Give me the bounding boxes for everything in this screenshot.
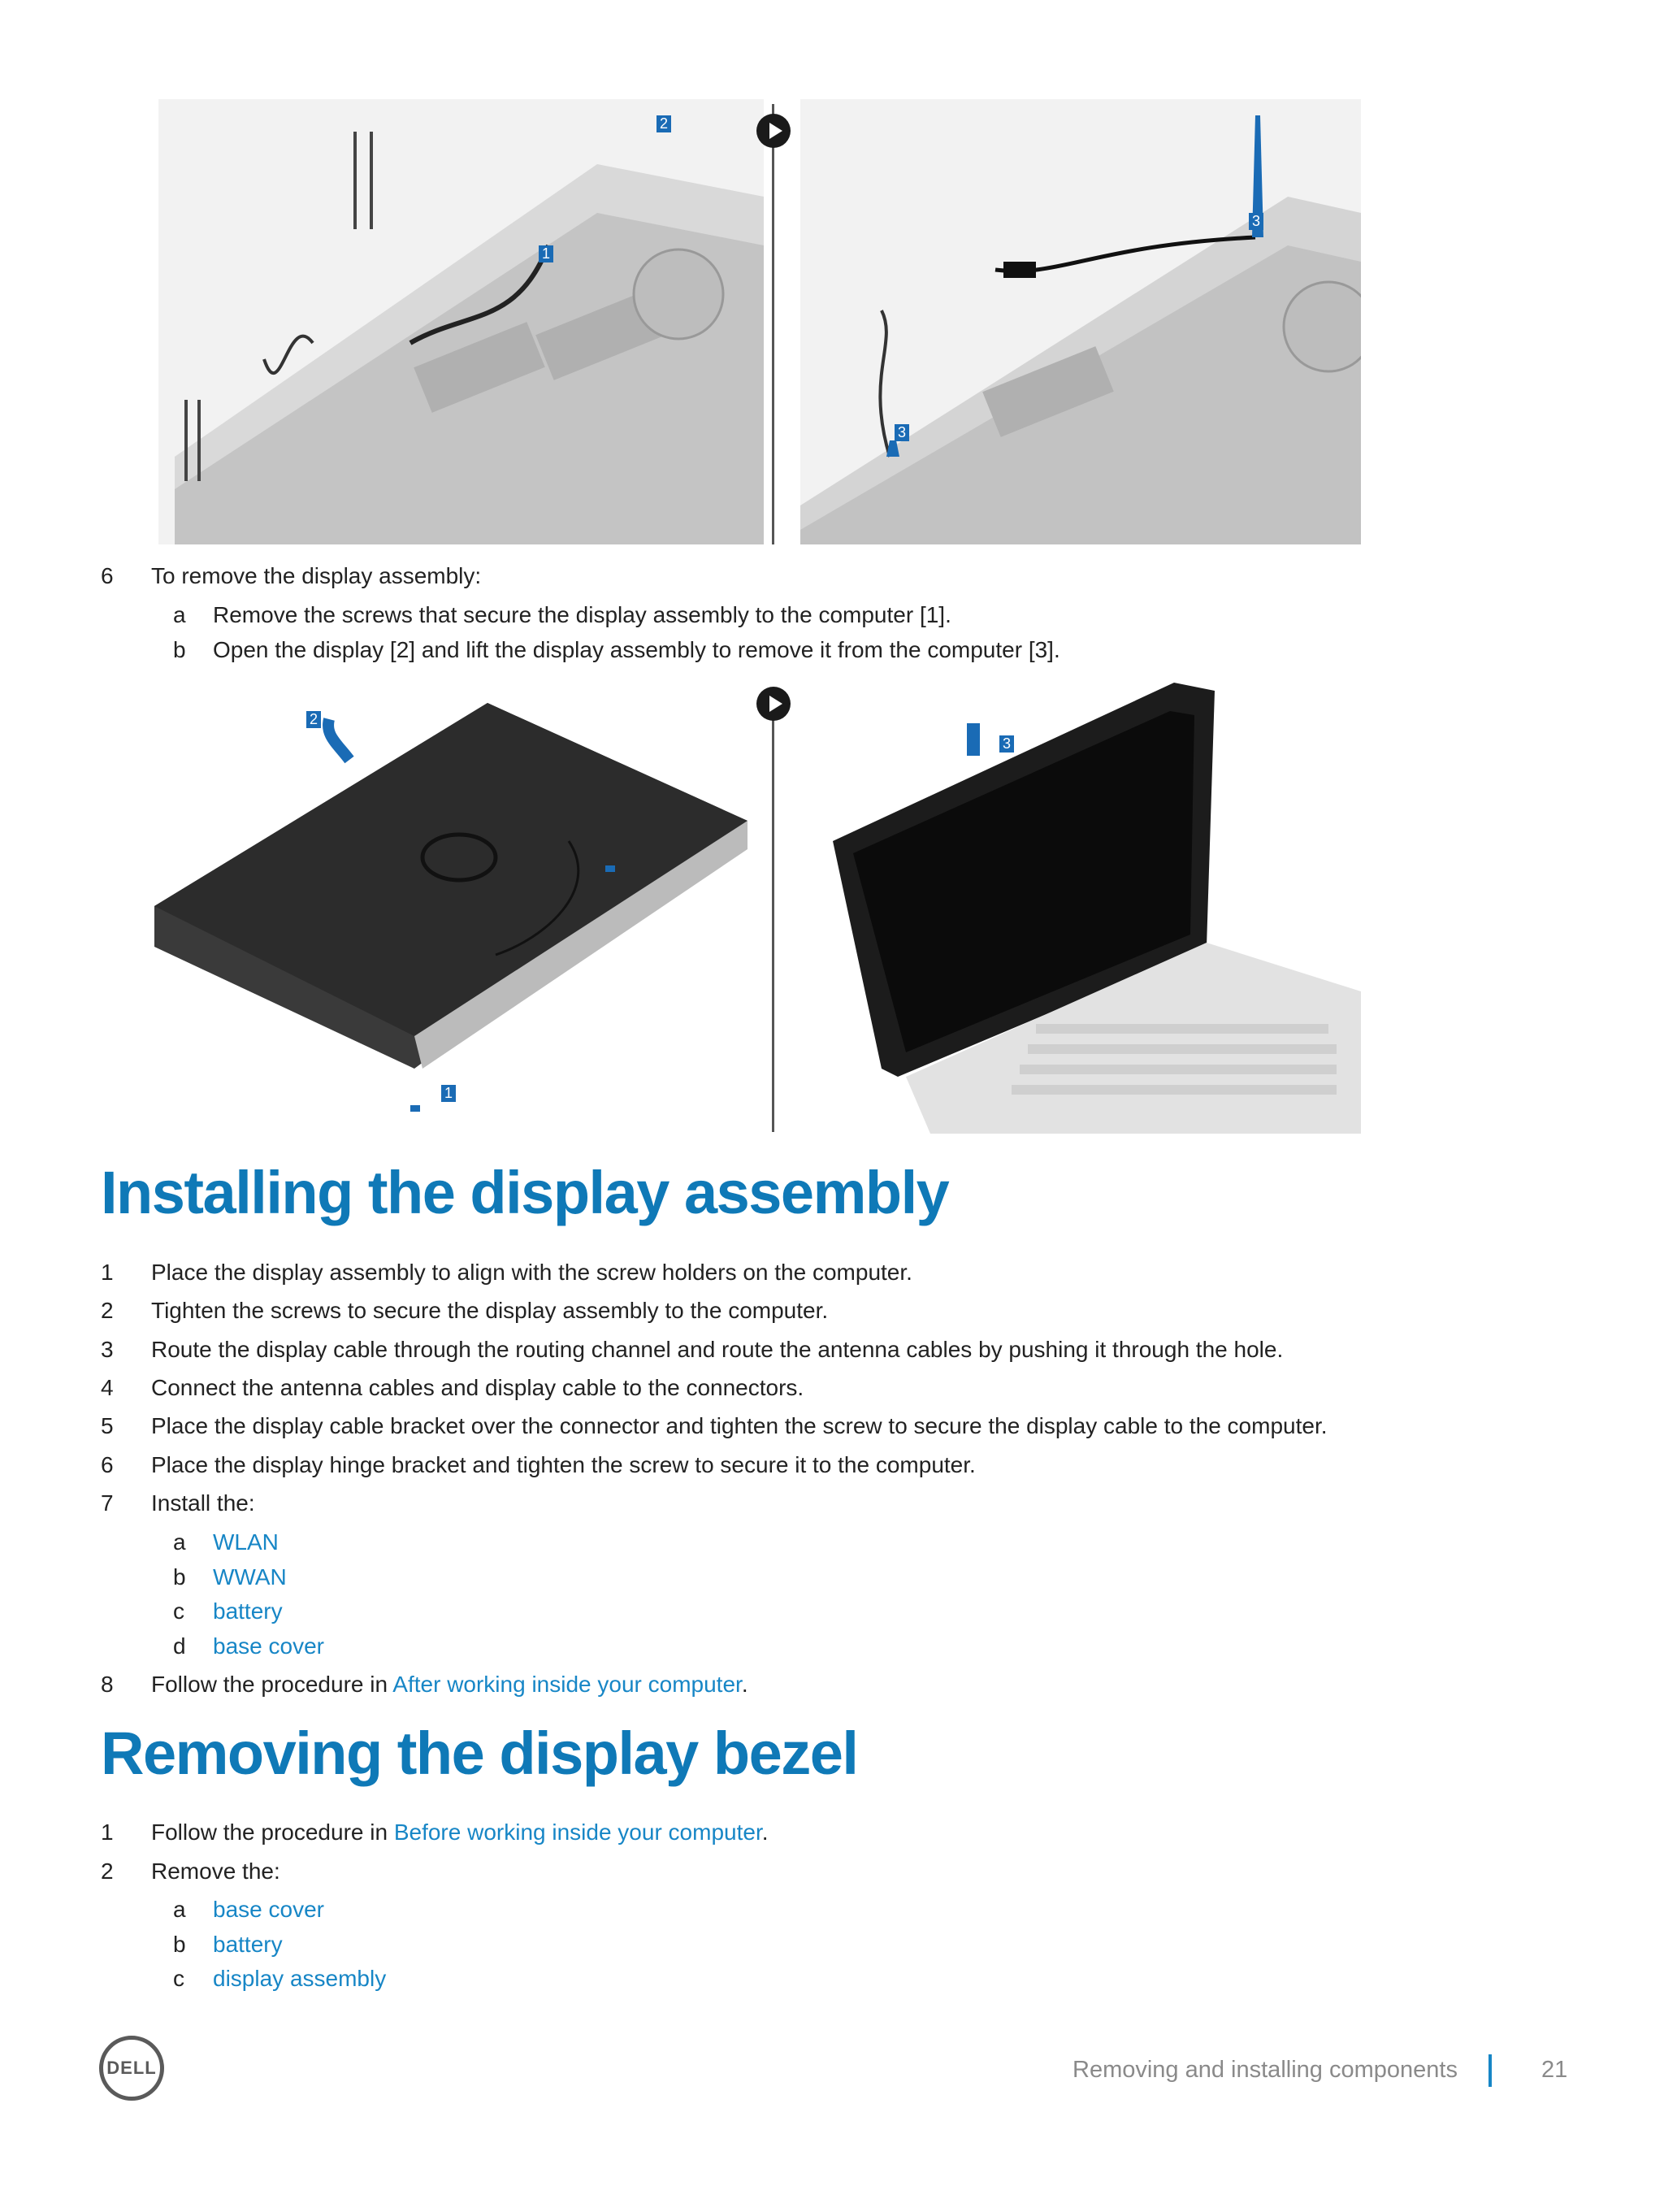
substep-letter: b [173,1932,186,1957]
step-number: 8 [101,1672,114,1697]
step-text: Place the display hinge bracket and tighten the screw to secure it to the computer. [151,1452,976,1477]
play-arrow-icon [756,114,791,148]
top-right-figure [800,99,1361,544]
step-number: 3 [101,1337,114,1362]
callout-1: 1 [539,245,553,262]
step-text: Remove the: [151,1859,280,1884]
link-base-cover[interactable]: base cover [213,1633,324,1659]
step-text-suffix: . [741,1672,748,1697]
substep-letter: d [173,1633,186,1659]
figure-divider-bottom [772,693,774,1132]
callout-2: 2 [656,115,671,132]
step-number: 7 [101,1490,114,1516]
substep-letter: a [173,1529,186,1555]
callout-3a: 3 [1249,213,1263,230]
link-before-working[interactable]: Before working inside your computer [393,1819,762,1845]
callout-1-bottom: 1 [441,1085,456,1102]
step-number: 6 [101,563,114,588]
link-wlan[interactable]: WLAN [213,1529,279,1555]
substep-letter: b [173,637,186,662]
figure-divider-top [772,104,774,544]
step-number: 1 [101,1260,114,1285]
step-text: Place the display assembly to align with the screw holders on the computer. [151,1260,912,1285]
step-text [151,1819,769,1846]
substep-letter: c [173,1598,184,1624]
play-arrow-icon [756,687,791,721]
link-after-working[interactable]: After working inside your computer [392,1672,742,1697]
link-battery[interactable]: battery [213,1598,283,1624]
step-text: Route the display cable through the routing channel and route the antenna cables by pushing it through the hole. [151,1337,1284,1362]
substep-letter: b [173,1564,186,1590]
substep-letter: c [173,1966,184,1991]
section-heading: Removing the display bezel [101,1720,858,1787]
step-number: 4 [101,1375,114,1400]
top-left-figure [158,99,764,544]
step-number: 1 [101,1819,114,1845]
step-text: Place the display cable bracket over the connector and tighten the screw to secure the display cable to the computer. [151,1413,1328,1438]
link-wwan[interactable]: WWAN [213,1564,287,1590]
page-number: 21 [1541,2057,1568,2083]
substep-text: Open the display [2] and lift the display assembly to remove it from the computer [3]. [213,637,1060,662]
step-text: Tighten the screws to secure the display assembly to the computer. [151,1298,829,1323]
dell-logo: DELL [99,2036,164,2101]
step-text [151,1671,748,1698]
step-number: 2 [101,1298,114,1323]
step-text-prefix: Follow the procedure in [151,1672,393,1697]
step-text: Connect the antenna cables and display cable to the connectors. [151,1375,804,1400]
step-text: To remove the display assembly: [151,563,482,588]
substep-text: Remove the screws that secure the display assembly to the computer [1]. [213,602,951,627]
bottom-left-figure [146,687,764,1134]
link-battery[interactable]: battery [213,1932,283,1957]
bottom-right-figure [833,683,1361,1134]
callout-2-bottom: 2 [306,711,321,728]
step-text-prefix: Follow the procedure in [151,1819,394,1845]
step-number: 2 [101,1859,114,1884]
footer-section-title: Removing and installing components [1072,2057,1458,2083]
link-display-assembly[interactable]: display assembly [213,1966,387,1991]
step-text: Install the: [151,1490,255,1516]
substep-letter: a [173,602,186,627]
section-heading: Installing the display assembly [101,1159,949,1226]
callout-3-bottom: 3 [999,735,1014,753]
step-number: 5 [101,1413,114,1438]
step-text-suffix: . [761,1819,769,1845]
link-base-cover[interactable]: base cover [213,1897,324,1922]
footer-divider [1488,2054,1492,2087]
substep-letter: a [173,1897,186,1922]
callout-3b: 3 [895,424,909,441]
step-number: 6 [101,1452,114,1477]
